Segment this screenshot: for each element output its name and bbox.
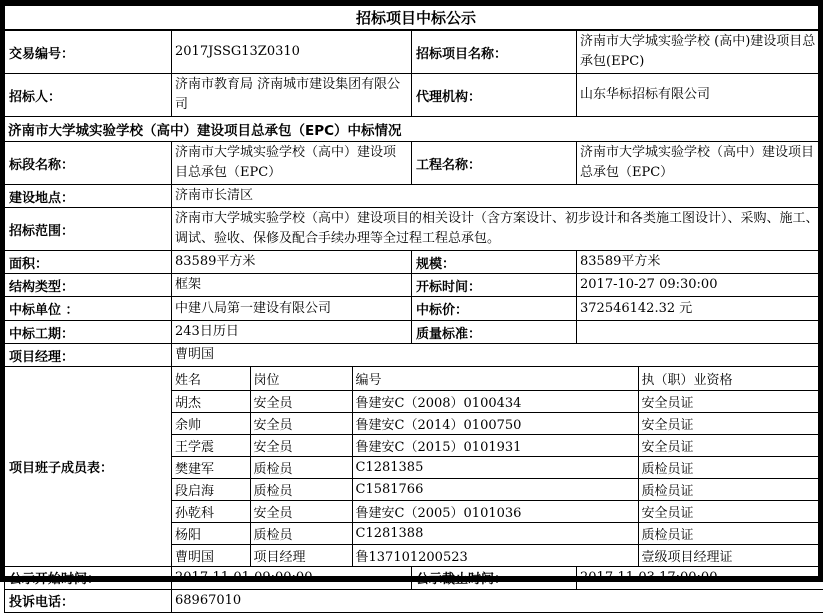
field-label-transaction-no: 交易编号： (5, 30, 172, 74)
field-value-publicity-start: 2017-11-01 09:00:00 (172, 566, 412, 589)
page-title: 招标项目中标公示 (5, 6, 823, 31)
field-label-tenderer: 招标人： (5, 74, 172, 117)
field-label-scale: 规模： (412, 251, 577, 274)
member-number: 鲁建安C（2014）0100750 (352, 412, 638, 434)
member-name: 段启海 (172, 478, 250, 500)
member-number: 鲁137101200523 (352, 544, 638, 566)
field-value-quality-standard (577, 321, 823, 344)
field-value-winning-unit: 中建八局第一建设有限公司 (172, 297, 412, 321)
member-qualification: 安全员证 (638, 434, 823, 456)
field-value-bid-section-name: 济南市大学城实验学校（高中）建设项目总承包（EPC） (172, 142, 412, 185)
member-number: 鲁建安C（2015）0101931 (352, 434, 638, 456)
team-members-table (172, 367, 823, 566)
member-name: 王学震 (172, 434, 250, 456)
member-number: C1581766 (352, 478, 638, 500)
team-member-row (172, 456, 823, 478)
field-value-transaction-no: 2017JSSG13Z0310 (172, 30, 412, 74)
team-table-container (172, 367, 823, 567)
team-header-name: 姓名 (172, 367, 250, 390)
member-number: C1281388 (352, 522, 638, 544)
member-number: 鲁建安C（2008）0100434 (352, 390, 638, 412)
field-value-construction-site: 济南市长清区 (172, 185, 823, 208)
field-label-tender-project: 招标项目名称： (412, 30, 577, 74)
field-label-bid-section-name: 标段名称： (5, 142, 172, 185)
member-name: 樊建军 (172, 456, 250, 478)
team-header-number: 编号 (352, 367, 638, 390)
field-label-publicity-end: 公示截止时间： (412, 566, 577, 589)
field-label-agency: 代理机构： (412, 74, 577, 117)
field-value-project-name: 济南市大学城实验学校（高中）建设项目总承包（EPC） (577, 142, 823, 185)
member-position: 安全员 (250, 390, 352, 412)
field-label-area: 面积： (5, 251, 172, 274)
field-label-quality-standard: 质量标准： (412, 321, 577, 344)
field-label-bid-opening-time: 开标时间： (412, 274, 577, 297)
field-value-area: 83589平方米 (172, 251, 412, 274)
member-qualification: 壹级项目经理证 (638, 544, 823, 566)
field-label-winning-unit: 中标单位 ： (5, 297, 172, 321)
field-label-project-name: 工程名称： (412, 142, 577, 185)
member-qualification: 质检员证 (638, 522, 823, 544)
notice-table (4, 5, 823, 613)
field-value-tender-scope: 济南市大学城实验学校（高中）建设项目的相关设计（含方案设计、初步设计和各类施工图设计）、采购、施工、调试、验收、保修及配合手续办理等全过程工程总承包。 (172, 208, 823, 251)
member-number: C1281385 (352, 456, 638, 478)
team-member-row (172, 412, 823, 434)
field-label-winning-price: 中标价： (412, 297, 577, 321)
member-qualification: 安全员证 (638, 500, 823, 522)
member-position: 质检员 (250, 522, 352, 544)
field-value-complaint-phone: 68967010 (172, 589, 823, 612)
team-member-row (172, 500, 823, 522)
member-qualification: 质检员证 (638, 478, 823, 500)
team-member-row (172, 434, 823, 456)
field-label-tender-scope: 招标范围： (5, 208, 172, 251)
field-value-scale: 83589平方米 (577, 251, 823, 274)
team-member-row (172, 478, 823, 500)
field-value-agency: 山东华标招标有限公司 (577, 74, 823, 117)
field-value-publicity-end: 2017-11-03 17:00:00 (577, 566, 823, 589)
member-name: 胡杰 (172, 390, 250, 412)
section-title: 济南市大学城实验学校（高中）建设项目总承包（EPC）中标情况 (5, 117, 823, 142)
team-member-row (172, 390, 823, 412)
field-value-tender-project: 济南市大学城实验学校 (高中)建设项目总承包(EPC) (577, 30, 823, 74)
member-position: 项目经理 (250, 544, 352, 566)
member-name: 余帅 (172, 412, 250, 434)
team-header-position: 岗位 (250, 367, 352, 390)
member-qualification: 安全员证 (638, 412, 823, 434)
member-qualification: 质检员证 (638, 456, 823, 478)
member-position: 安全员 (250, 434, 352, 456)
member-position: 质检员 (250, 456, 352, 478)
member-number: 鲁建安C（2005）0101036 (352, 500, 638, 522)
field-value-winning-duration: 243日历日 (172, 321, 412, 344)
field-value-tenderer: 济南市教育局 济南城市建设集团有限公司 (172, 74, 412, 117)
member-position: 质检员 (250, 478, 352, 500)
field-label-team-table: 项目班子成员表： (5, 367, 172, 567)
field-label-complaint-phone: 投诉电话： (5, 589, 172, 612)
field-value-project-manager: 曹明国 (172, 344, 823, 367)
team-member-row (172, 544, 823, 566)
field-label-project-manager: 项目经理： (5, 344, 172, 367)
member-name: 曹明国 (172, 544, 250, 566)
field-value-structure-type: 框架 (172, 274, 412, 297)
member-name: 孙乾科 (172, 500, 250, 522)
field-value-bid-opening-time: 2017-10-27 09:30:00 (577, 274, 823, 297)
field-label-structure-type: 结构类型： (5, 274, 172, 297)
field-label-publicity-start: 公示开始时间： (5, 566, 172, 589)
member-name: 杨阳 (172, 522, 250, 544)
team-header-qualification: 执（职）业资格 (638, 367, 823, 390)
field-label-winning-duration: 中标工期： (5, 321, 172, 344)
member-qualification: 安全员证 (638, 390, 823, 412)
member-position: 安全员 (250, 500, 352, 522)
team-member-row (172, 522, 823, 544)
member-position: 安全员 (250, 412, 352, 434)
field-value-winning-price: 372546142.32 元 (577, 297, 823, 321)
field-label-construction-site: 建设地点： (5, 185, 172, 208)
